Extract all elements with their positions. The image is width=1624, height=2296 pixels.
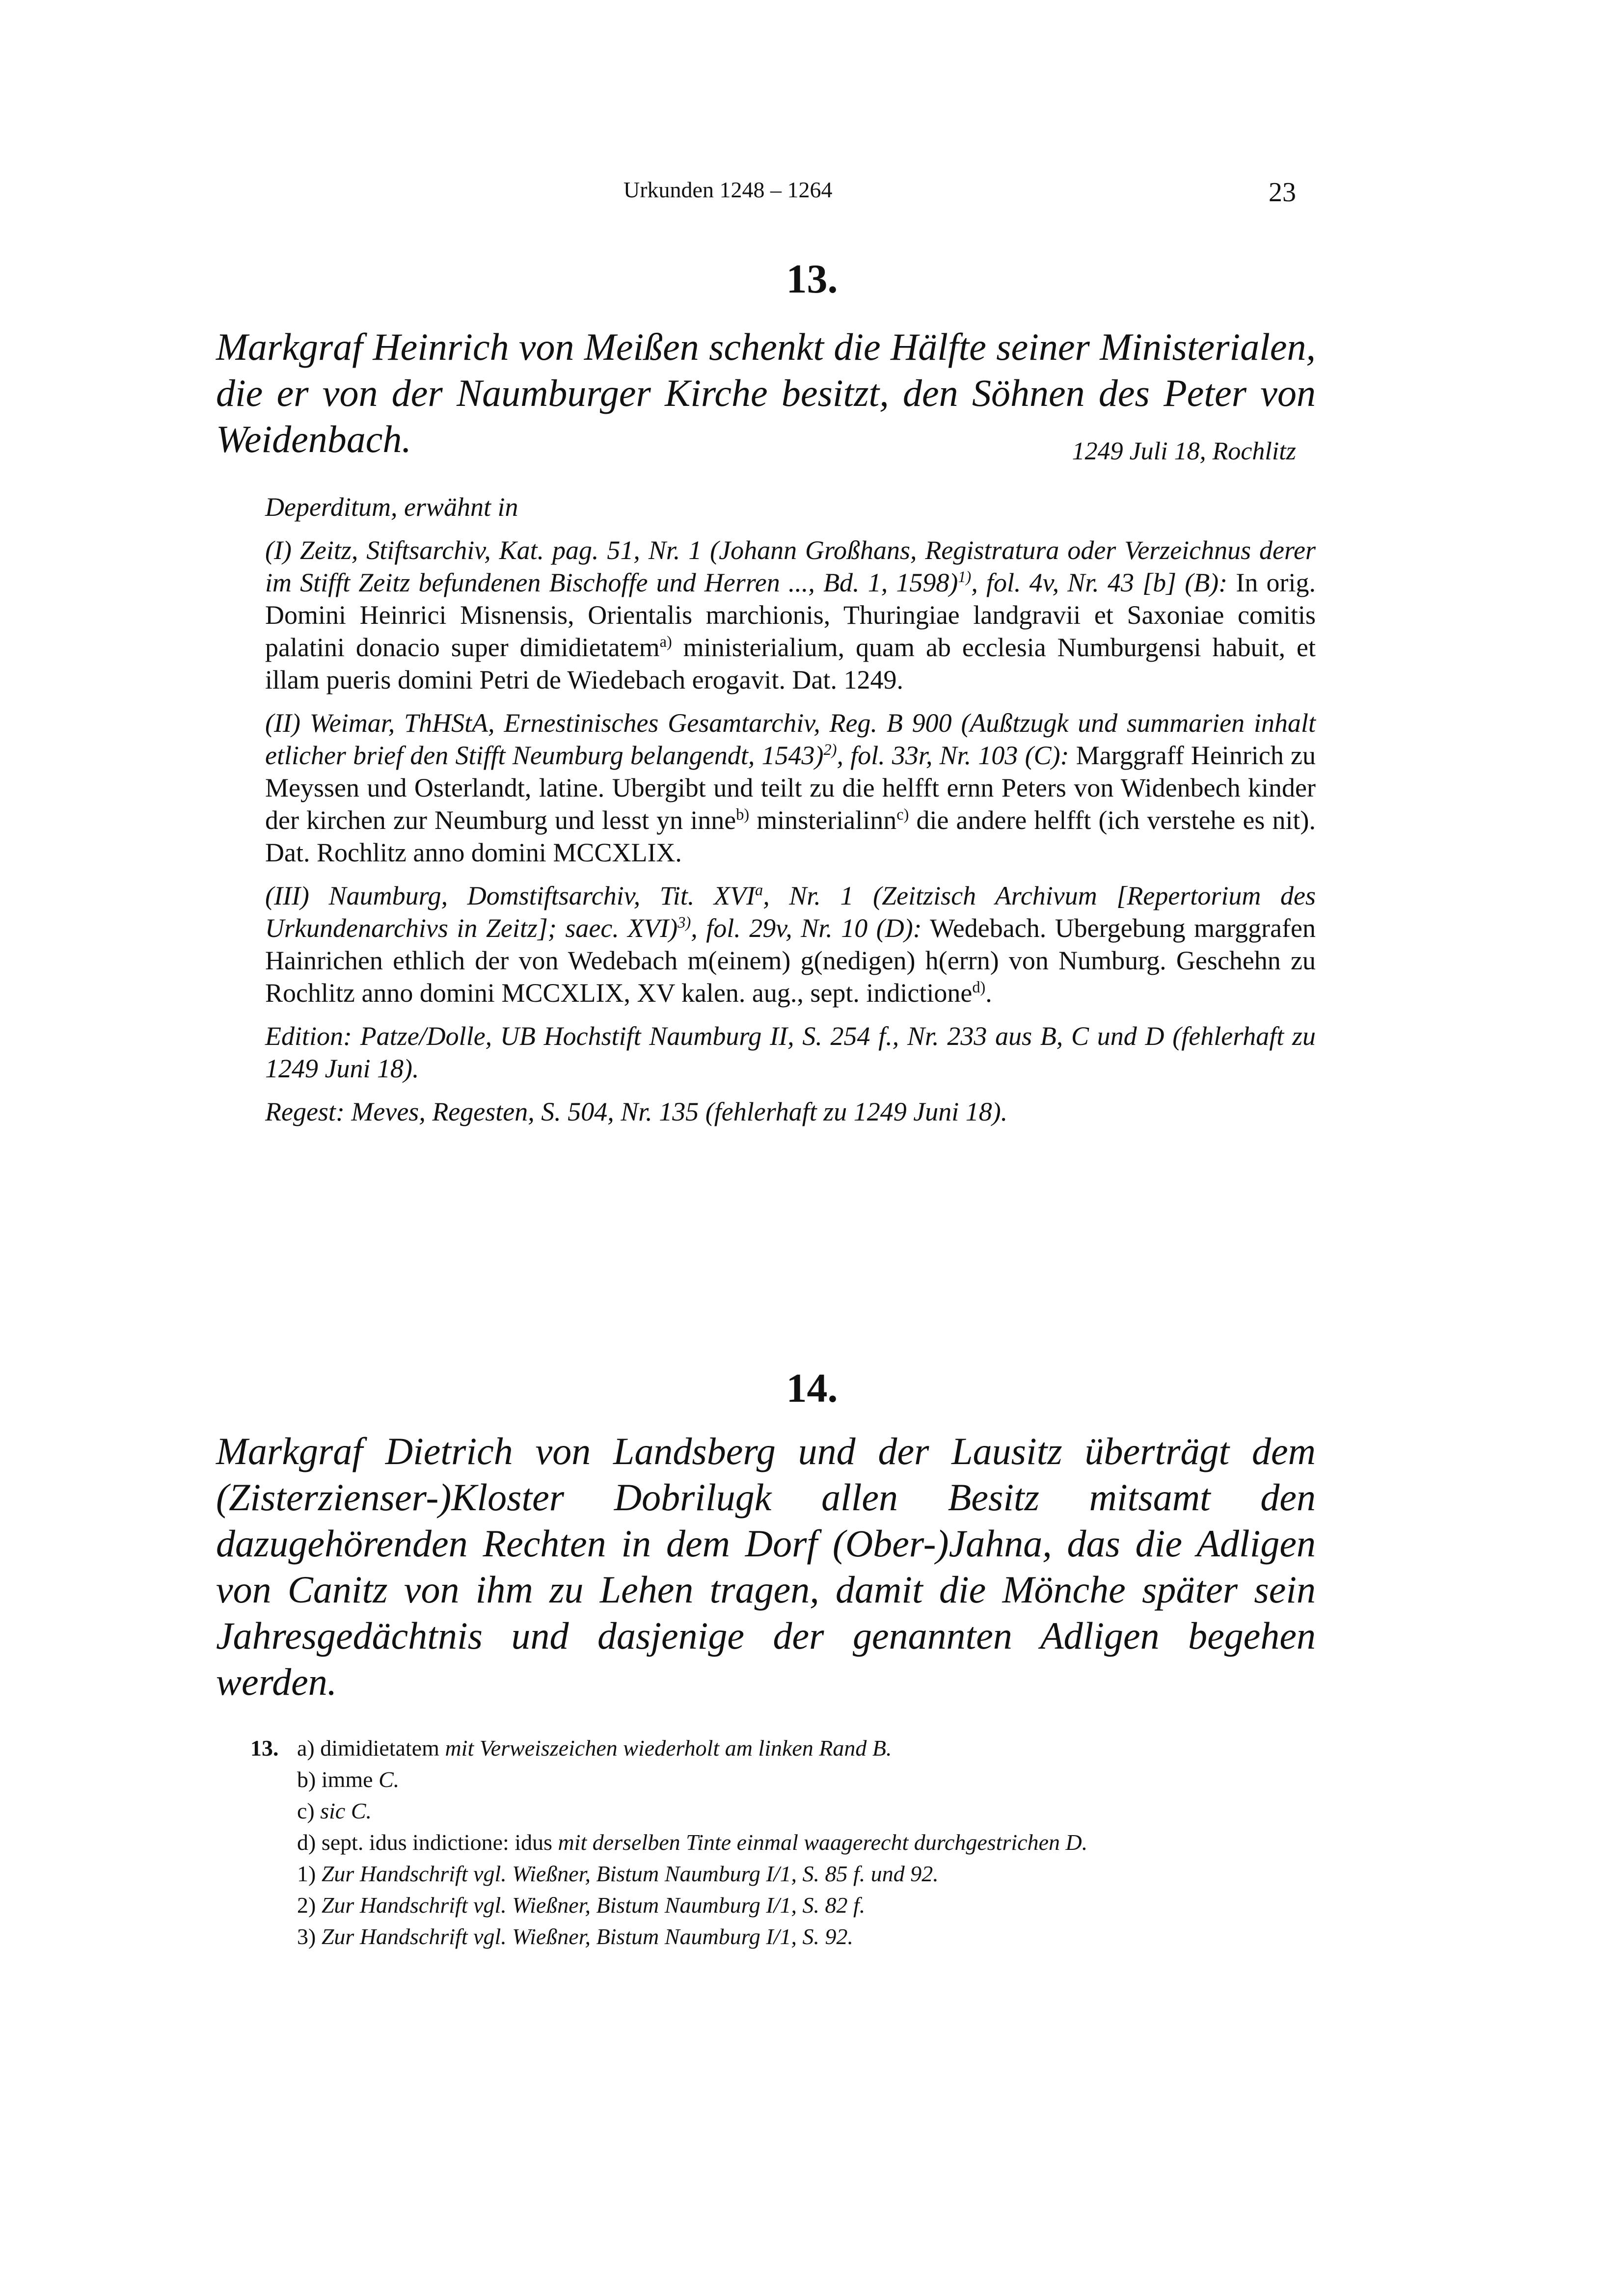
document-heading-13: Markgraf Heinrich von Meißen schenkt die Hälfte seiner Ministerialen, die er von der Naumburger Kirche besitzt, den Söhnen des Peter von Weidenbach. [216,325,1316,460]
source-entry-2: (II) Weimar, ThHStA, Ernestinisches Gesamtarchiv, Reg. B 900 (Außtzugk und summarien inhalt etlicher brief den Stifft Neumburg belangendt, 1543)$^{2)}$, fol. 33r, Nr. 103 (C): Marggraff Heinrich zu Meyssen und Osterlandt, latine. Ubergibt und teilt zu die helfft ernn Peters von Widenbech kinder der kirchen zur Neumburg und lesst yn inne$^{b)}$ minsterialinn$^{c)}$ die andere helfft (ich verstehe es nit). Dat. Rochlitz anno domini MCCXLIX. [265,708,1316,867]
deperditum-note: Deperditum, erwähnt in [265,492,518,522]
edition-note: Edition: Patze/Dolle, UB Hochstift Naumburg II, S. 254 f., Nr. 233 aus B, C und D (fehlerhaft zu 1249 Juni 18). [265,1021,1316,1083]
source-entry-1: (I) Zeitz, Stiftsarchiv, Kat. pag. 51, Nr. 1 (Johann Großhans, Registratura oder Verzeichnus derer im Stifft Zeitz befundenen Bischoffe und Herren ..., Bd. 1, 1598)$^{1)}$, fol. 4v, Nr. 43 [b] (B): In orig. Domini Heinrici Misnensis, Orientalis marchionis, Thuringiae landgravii et Saxoniae comitis palatini donacio super dimidietatem$^{a)}$ ministerialium, quam ab ecclesia Numburgensi habuit, et illam pueris domini Petri de Wiedebach erogavit. Dat. 1249. [265,535,1316,694]
footnote-3: 3) Zur Handschrift vgl. Wießner, Bistum Naumburg I/1, S. 92. [297,1924,853,1949]
footnotes [250,1733,1330,1952]
date-place: 1249 Juli 18, Rochlitz [1072,437,1296,465]
footnote-d: d) sept. idus indictione: idus mit derselben Tinte einmal waagerecht durchgestrichen D. [297,1830,1088,1855]
document-body-13 [265,491,1316,1139]
footnote-c: c) sic C. [297,1798,372,1823]
footnote-b: b) imme C. [297,1767,400,1792]
footnote-2: 2) Zur Handschrift vgl. Wießner, Bistum Naumburg I/1, S. 82 f. [297,1893,866,1918]
document-number-13: 13. [786,256,838,302]
document-number-14: 14. [786,1365,838,1411]
page-number: 23 [1269,177,1296,208]
running-head-title: Urkunden 1248 – 1264 [623,177,833,202]
footnote-1: 1) Zur Handschrift vgl. Wießner, Bistum Naumburg I/1, S. 85 f. und 92. [297,1861,939,1886]
footnote-document-number: 13. [250,1735,279,1761]
footnote-a: a) dimidietatem mit Verweiszeichen wiederholt am linken Rand B. [297,1735,892,1761]
source-entry-3: (III) Naumburg, Domstiftsarchiv, Tit. XVI$^a$, Nr. 1 (Zeitzisch Archivum [Repertorium des Urkundenarchivs in Zeitz]; saec. XVI)$^{3)}$, fol. 29v, Nr. 10 (D): Wedebach. Ubergebung marggrafen Hainrichen ethlich der von Wedebach m(einem) g(nedigen) h(errn) von Numburg. Geschehn zu Rochlitz anno domini MCCXLIX, XV kalen. aug., sept. indictione$^{d)}$. [265,881,1316,1008]
regest-note: Regest: Meves, Regesten, S. 504, Nr. 135 (fehlerhaft zu 1249 Juni 18). [265,1097,1008,1126]
document-heading-14: Markgraf Dietrich von Landsberg und der Lausitz überträgt dem (Zisterzienser-)Kloster Dobrilugk allen Besitz mitsamt den dazugehörenden Rechten in dem Dorf (Ober-)Jahna, das die Adligen von Canitz von ihm zu Lehen tragen, damit die Mönche später sein Jahresgedächtnis und dasjenige der genannten Adligen begehen werden. [216,1430,1316,1703]
